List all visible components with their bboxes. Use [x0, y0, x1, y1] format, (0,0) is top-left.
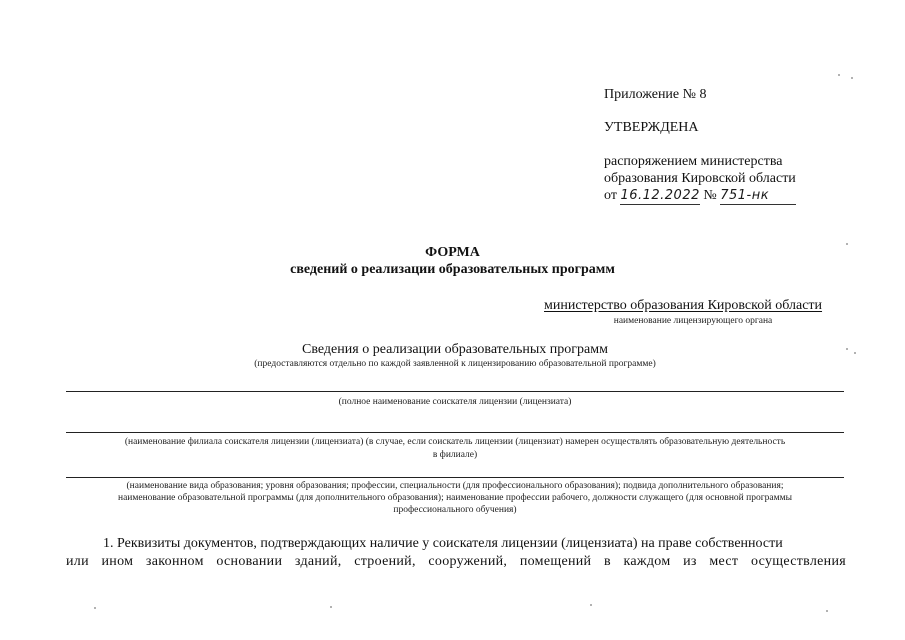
- field-caption-branch-2: в филиале): [432, 450, 478, 460]
- field-caption-program-1: (наименование вида образования; уровня образования; профессии, специальности (для профессионального образования); подвида дополнительного образования;: [126, 481, 784, 491]
- document-note: (предоставляются отдельно по каждой заявленной к лицензированию образовательной программе): [254, 359, 656, 369]
- scan-speck: [826, 610, 828, 612]
- order-number-handwritten: 751-нк: [720, 187, 796, 205]
- scan-speck: [838, 74, 840, 76]
- field-caption-applicant: (полное наименование соискателя лицензии (лицензиата): [338, 397, 572, 407]
- approved-label: УТВЕРЖДЕНА: [604, 120, 699, 135]
- form-subtitle: сведений о реализации образовательных программ: [290, 262, 615, 277]
- order-reference: [604, 187, 796, 205]
- section1-line-1: 1. Реквизиты документов, подтверждающих наличие у соискателя лицензии (лицензиата) на праве собственности: [103, 536, 783, 551]
- field-line-applicant: [66, 391, 844, 392]
- section1-line-2: или ином законном основании зданий, строений, сооружений, помещений в каждом из мест осуществления: [66, 554, 846, 569]
- licensing-body-value: министерство образования Кировской области: [544, 298, 823, 313]
- order-prefix: от: [604, 188, 617, 203]
- order-date-handwritten: 16.12.2022: [620, 188, 700, 203]
- field-caption-program-3: профессионального обучения): [393, 505, 517, 515]
- scan-speck: [851, 77, 853, 79]
- field-line-branch: [66, 432, 844, 433]
- document-title: Сведения о реализации образовательных программ: [302, 342, 608, 357]
- appendix-label: Приложение № 8: [604, 87, 707, 102]
- licensing-body-caption: наименование лицензирующего органа: [613, 316, 773, 326]
- field-caption-branch-1: (наименование филиала соискателя лицензии (лицензиата) (в случае, если соискатель лицензии (лицензиат) намерен осуществлять образовательную деятельность: [124, 437, 786, 447]
- scan-speck: [94, 607, 96, 609]
- order-line-2: образования Кировской области: [604, 171, 796, 186]
- scan-speck: [846, 348, 848, 350]
- form-title: ФОРМА: [425, 245, 480, 260]
- order-line-1: распоряжением министерства: [604, 154, 783, 169]
- scan-speck: [854, 352, 856, 354]
- scan-speck: [846, 243, 848, 245]
- order-number-label: №: [703, 188, 717, 203]
- field-line-program: [66, 477, 844, 478]
- field-caption-program-2: наименование образовательной программы (для дополнительного образования); наименование профессии рабочего, должности служащего (для основной программы: [117, 493, 792, 503]
- scan-speck: [330, 606, 332, 608]
- scan-speck: [590, 604, 592, 606]
